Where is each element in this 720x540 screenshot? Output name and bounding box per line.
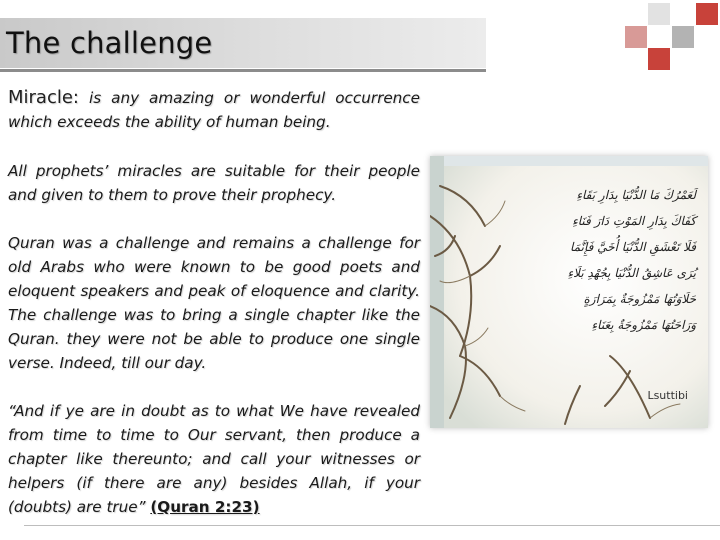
quote-reference: (Quran 2:23) — [150, 498, 260, 516]
deco-square-red-1 — [648, 48, 670, 70]
slide-title: The challenge — [6, 26, 213, 60]
footer-divider — [24, 525, 720, 526]
quote-paragraph — [8, 399, 420, 519]
poem-line: فَلَا تَعْشَقِ الدُّنْيَا أُخَيَّ فَإِنَّمَا — [570, 240, 696, 254]
poet-name: Lsuttibi — [647, 389, 688, 402]
deco-square-gray-1 — [672, 26, 694, 48]
miracle-term: Miracle: — [8, 87, 79, 108]
prophets-paragraph: All prophets’ miracles are suitable for their people and given to them to prove their prophecy. — [8, 162, 420, 204]
decorative-squares — [0, 0, 720, 80]
quote-text: “And if ye are in doubt as to what We have revealed from time to time to Our servant, then produce a chapter like thereunto; and call your witnesses or helpers (if there are any) besides Allah, if your (doubts) are true” — [8, 402, 420, 516]
miracle-definition: is any amazing or wonderful occurrence which exceeds the ability of human being. — [8, 89, 420, 131]
miracle-paragraph — [8, 86, 420, 134]
arabic-poem — [486, 182, 696, 338]
poem-line: كَفَاكَ بِدَارِ المَوْتِ دَارَ فَنَاءِ — [572, 214, 696, 228]
poem-image — [430, 156, 708, 428]
deco-square-red-2 — [696, 3, 718, 25]
poem-line: وَرَاحَتُهَا مَمْزُوجَةٌ بِعَنَاءِ — [591, 318, 696, 332]
poem-line: لَعَمْرُكَ مَا الدُّنْيَا بِدَارِ بَقَاءِ — [576, 188, 696, 202]
poem-line: حَلَاوَتُهَا مَمْزُوجَةٌ بِمَرَارَةٍ — [583, 292, 696, 306]
deco-square-pink-1 — [625, 26, 647, 48]
quran-paragraph: Quran was a challenge and remains a challenge for old Arabs who were known to be good poets and eloquent speakers and peak of eloquence and clarity. The challenge was to bring a single chapter like the Quran. they were not be able to produce one single verse. Indeed, till our day. — [8, 234, 420, 372]
deco-square-gray-2 — [648, 3, 670, 25]
poem-line: يُرَى عَاشِقُ الدُّنْيَا بِجُهْدِ بَلَاءِ — [567, 266, 696, 280]
